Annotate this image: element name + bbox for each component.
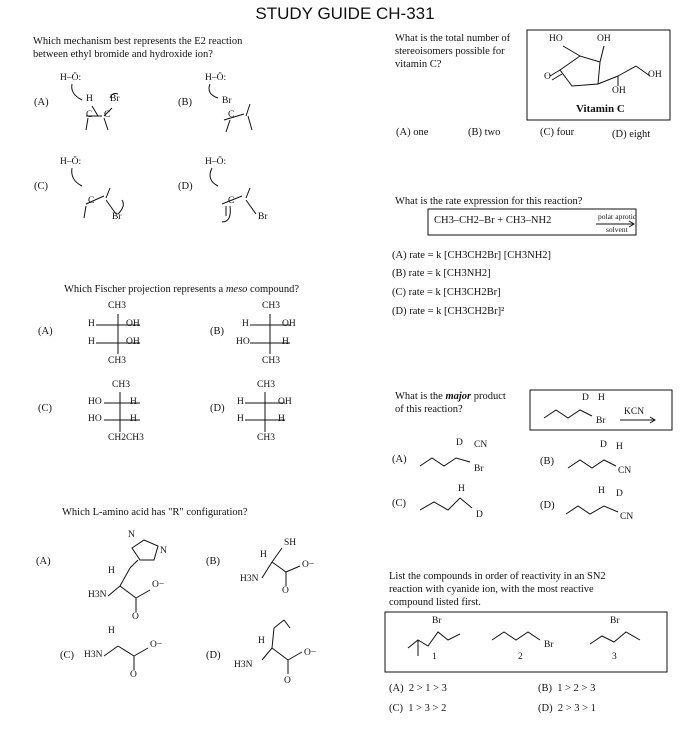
q4-a-top: CH3: [108, 301, 126, 311]
q2-prompt: [395, 32, 530, 71]
q1-c-nucleophile: H–Ö:: [60, 157, 82, 167]
q4-d-h1: H: [237, 397, 244, 407]
q4-option-d[interactable]: (D): [210, 403, 225, 414]
q4-d-bottom: CH3: [257, 433, 275, 443]
q6-d-o: O: [284, 676, 291, 686]
q7-option-b[interactable]: (B) 1 > 2 > 3: [538, 683, 596, 694]
page-title: STUDY GUIDE CH-331: [255, 4, 435, 23]
q6-d-h3n: H3N: [234, 660, 253, 670]
q2-line3: vitamin C?: [395, 59, 442, 70]
q6-b-h: H: [260, 550, 267, 560]
vitamin-c-oh-top: OH: [597, 34, 611, 44]
q5-reactant-h: H: [598, 393, 605, 403]
vitamin-c-oh-mid: OH: [612, 86, 626, 96]
q5-d-h: H: [598, 486, 605, 496]
q7-compounds-box: [385, 612, 667, 672]
q4-b-top: CH3: [262, 301, 280, 311]
q4-b-bottom: CH3: [262, 356, 280, 366]
q1-a-structure: [72, 84, 118, 130]
q5-a-br: Br: [474, 464, 484, 474]
q1-c-br: Br: [112, 212, 122, 222]
q1-b-nucleophile: H–Ö:: [205, 73, 227, 83]
q4-c-h1: H: [130, 397, 137, 407]
q4-option-c[interactable]: (C): [38, 403, 52, 414]
q3-condition-bottom: solvent: [606, 225, 628, 234]
q4-a-oh1: OH: [126, 319, 140, 329]
q5-option-a[interactable]: (A): [392, 454, 407, 465]
q5-b-cn: CN: [618, 466, 632, 476]
q3-condition-top: polar aprotic: [598, 212, 637, 221]
q5-option-b[interactable]: (B): [540, 456, 554, 467]
q7-compound-2-label: 2: [518, 652, 523, 662]
q4-c-top: CH3: [112, 380, 130, 390]
q3-option-a[interactable]: (A) rate = k [CH3CH2Br] [CH3NH2]: [392, 250, 552, 261]
q6-c-h: H: [108, 626, 115, 636]
q7-prompt: List the compounds in order of reactivity in an SN2 reaction with cyanide ion, with the most reactive compound listed first.: [389, 571, 606, 608]
q5-reagent: KCN: [624, 407, 645, 417]
q4-d-h2: H: [237, 414, 244, 424]
q1-a-c1: C: [86, 110, 93, 120]
q3-option-c[interactable]: (C) rate = k [CH3CH2Br]: [392, 287, 501, 298]
q1-d-br: Br: [258, 212, 268, 222]
q4-c-bottom: CH2CH3: [108, 433, 144, 443]
q1-option-a[interactable]: (A): [34, 97, 49, 108]
q1-a-c2: C: [104, 110, 111, 120]
q6-c-o: O: [130, 670, 137, 680]
q6-a-h: H: [108, 566, 115, 576]
q1-b-c1: C: [228, 110, 235, 120]
q1-option-b[interactable]: (B): [178, 97, 192, 108]
q7-option-a[interactable]: (A) 2 > 1 > 3: [389, 683, 447, 694]
q5-a-cn: CN: [474, 440, 488, 450]
q1-c-structure: [72, 168, 124, 218]
q2-option-b[interactable]: (B) two: [468, 127, 501, 138]
q5-a-chain: [420, 458, 470, 466]
q7-option-d[interactable]: (D) 2 > 3 > 1: [538, 703, 596, 714]
q1-b-structure: [209, 84, 252, 132]
q5-option-d[interactable]: (D): [540, 500, 555, 511]
q5-reactant-chain: [544, 410, 592, 418]
q6-c-o-minus: O−: [150, 640, 163, 650]
q7-option-c[interactable]: (C) 1 > 3 > 2: [389, 703, 447, 714]
q6-option-b[interactable]: (B): [206, 556, 220, 567]
q4-option-b[interactable]: (B): [210, 326, 224, 337]
q4-a-h2: H: [88, 337, 95, 347]
q7-compound-2-chain: [492, 632, 540, 640]
q1-line2: between ethyl bromide and hydroxide ion?: [33, 49, 213, 60]
q2-line2: stereoisomers possible for: [395, 46, 505, 57]
q6-d-structure: [262, 620, 302, 674]
q6-b-structure: [262, 548, 300, 586]
q1-d-nucleophile: H–Ö:: [205, 157, 227, 167]
q6-a-o-minus: O−: [152, 580, 165, 590]
vitamin-c-ho: HO: [549, 34, 563, 44]
q1-c-c1: C: [88, 196, 95, 206]
q6-b-sh: SH: [284, 538, 297, 548]
q1-d-structure: [210, 168, 256, 222]
q6-c-h3n: H3N: [84, 650, 103, 660]
q1-b-br: Br: [222, 96, 232, 106]
q7-compound-1-chain: [408, 632, 460, 648]
q3-option-d[interactable]: (D) rate = k [CH3CH2Br]²: [392, 306, 505, 317]
q5-reactant-d: D: [582, 393, 589, 403]
q4-c-ho1: HO: [88, 397, 102, 407]
q1-line1: Which mechanism best represents the E2 reaction: [33, 36, 243, 47]
q6-a-structure: [108, 540, 158, 612]
q7-compound-3-label: 3: [612, 652, 617, 662]
q5-d-d: D: [616, 489, 623, 499]
q3-equation: CH3–CH2–Br + CH3–NH2: [434, 215, 552, 226]
q7-compound-3-br: Br: [610, 616, 620, 626]
q7-compound-2-br: Br: [544, 640, 554, 650]
q6-a-ring-n2: N: [160, 546, 167, 556]
q5-a-d: D: [456, 438, 463, 448]
q4-option-a[interactable]: (A): [38, 326, 53, 337]
vitamin-c-oh-end: OH: [648, 70, 662, 80]
q4-d-h3: H: [278, 414, 285, 424]
q4-prompt: Which Fischer projection represents a meso compound?: [64, 284, 300, 295]
q2-line1: What is the total number of: [395, 33, 511, 44]
q6-a-o: O: [132, 612, 139, 622]
q1-option-d[interactable]: (D): [178, 181, 193, 192]
q4-b-ho2: HO: [236, 337, 250, 347]
q4-d-top: CH3: [257, 380, 275, 390]
q6-c-structure: [104, 646, 148, 670]
q6-d-h: H: [258, 636, 265, 646]
q6-d-o-minus: O−: [304, 648, 317, 658]
q6-option-c[interactable]: (C): [60, 650, 74, 661]
q6-option-a[interactable]: (A): [36, 556, 51, 567]
q6-b-h3n: H3N: [240, 574, 259, 584]
q4-a-bottom: CH3: [108, 356, 126, 366]
q6-b-o-minus: O−: [302, 560, 315, 570]
vitamin-c-structure: [550, 46, 650, 86]
q5-b-d: D: [600, 440, 607, 450]
q2-option-a[interactable]: (A) one: [396, 127, 429, 138]
q7-compound-1-label: 1: [432, 652, 437, 662]
q5-d-chain: [566, 506, 618, 514]
q5-b-chain: [568, 460, 616, 468]
q6-a-ring-n1: N: [128, 530, 135, 540]
q1-a-h: H: [86, 94, 93, 104]
q4-c-h2: H: [130, 414, 137, 424]
q5-reactant-br: Br: [596, 416, 606, 426]
q5-c-d: D: [476, 510, 483, 520]
q3-prompt: What is the rate expression for this reaction?: [395, 196, 583, 207]
q4-a-oh2: OH: [126, 337, 140, 347]
q5-b-h: H: [616, 442, 623, 452]
q4-d-oh1: OH: [278, 397, 292, 407]
q3-option-b[interactable]: (B) rate = k [CH3NH2]: [392, 268, 491, 279]
q4-a-h1: H: [88, 319, 95, 329]
q6-option-d[interactable]: (D): [206, 650, 221, 661]
q4-b-oh1: OH: [282, 319, 296, 329]
vitamin-c-carbonyl-o: O: [544, 72, 551, 82]
q4-b-h2: H: [282, 337, 289, 347]
q6-b-o: O: [282, 586, 289, 596]
vitamin-c-label: Vitamin C: [576, 103, 625, 115]
q5-c-h: H: [458, 484, 465, 494]
q5-prompt: What is the major product of this reaction?: [395, 391, 506, 415]
q5-d-cn: CN: [620, 512, 634, 522]
q1-a-br: Br: [110, 94, 120, 104]
q5-c-chain: [420, 498, 472, 510]
q2-option-c[interactable]: (C) four: [540, 127, 575, 138]
q6-a-h3n: H3N: [88, 590, 107, 600]
q6-prompt: Which L-amino acid has "R" configuration?: [62, 507, 248, 518]
q2-option-d[interactable]: (D) eight: [612, 129, 651, 140]
q7-compound-1-br: Br: [432, 616, 442, 626]
q1-a-nucleophile: H–Ö:: [60, 73, 82, 83]
q4-c-ho2: HO: [88, 414, 102, 424]
q4-b-h1: H: [242, 319, 249, 329]
q5-option-c[interactable]: (C): [392, 498, 406, 509]
q1-d-c1: C: [228, 196, 235, 206]
q1-option-c[interactable]: (C): [34, 181, 48, 192]
q7-compound-3-chain: [590, 632, 640, 644]
